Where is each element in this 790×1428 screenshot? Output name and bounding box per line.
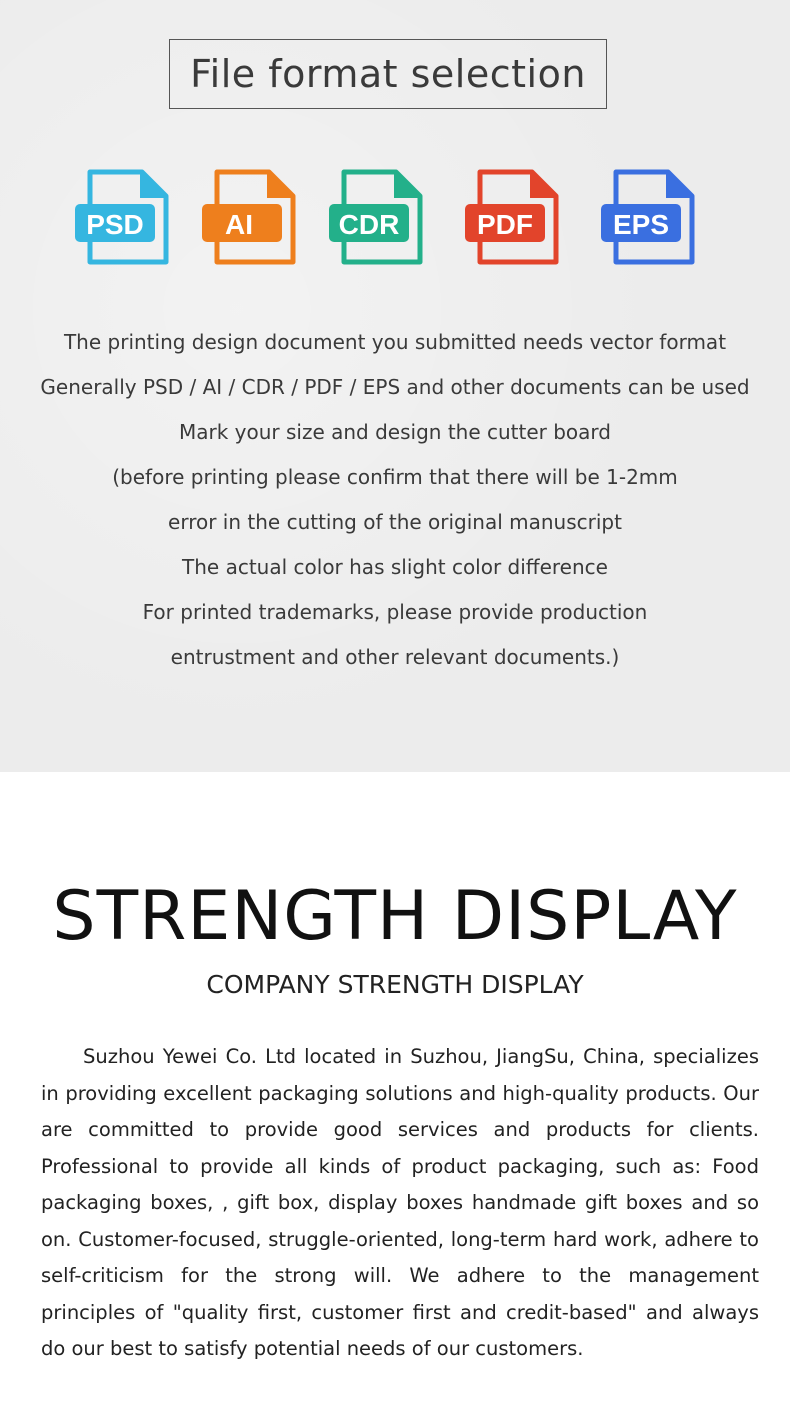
svg-text:PSD: PSD — [86, 209, 144, 240]
strength-section — [0, 772, 790, 1428]
description-line: The printing design document you submitted needs vector format — [63, 330, 727, 354]
description-line: For printed trademarks, please provide production — [142, 600, 648, 624]
pdf-file-icon — [462, 168, 560, 266]
eps-file-icon — [598, 168, 696, 266]
file-format-description — [0, 320, 790, 680]
file-format-icons — [0, 168, 790, 268]
psd-file-icon — [72, 168, 170, 266]
description-line: Generally PSD / AI / CDR / PDF / EPS and other documents can be used — [40, 375, 750, 399]
cdr-file-icon — [326, 168, 424, 266]
strength-subtitle: COMPANY STRENGTH DISPLAY — [206, 970, 584, 999]
svg-text:PDF: PDF — [477, 209, 533, 240]
ai-file-icon — [199, 168, 297, 266]
strength-title: STRENGTH DISPLAY — [52, 877, 738, 956]
svg-text:AI: AI — [225, 209, 253, 240]
file-format-title-box — [169, 39, 607, 109]
svg-text:CDR: CDR — [338, 209, 400, 240]
description-line: entrustment and other relevant documents.) — [170, 645, 620, 669]
description-line: (before printing please confirm that there will be 1-2mm — [112, 465, 678, 489]
description-line: error in the cutting of the original manuscript — [168, 510, 622, 534]
svg-text:EPS: EPS — [612, 209, 670, 240]
file-format-title: File format selection — [190, 52, 586, 96]
description-line: Mark your size and design the cutter board — [178, 420, 611, 444]
company-description: Suzhou Yewei Co. Ltd located in Suzhou, JiangSu, China, specializes in providing excellent packaging solutions and high-quality products. Our are committed to provide good services and products for clients. Professional to provide all kinds of product packaging, such as: Food packaging boxes, , gift box, display boxes handmade gift boxes and so on. Customer-focused, struggle-oriented, long-term hard work, adhere to self-criticism for the strong will. We adhere to the management principles of "quality first, customer first and credit-based" and always do our best to satisfy potential needs of our customers. — [41, 1045, 759, 1360]
description-line: The actual color has slight color difference — [182, 555, 608, 579]
